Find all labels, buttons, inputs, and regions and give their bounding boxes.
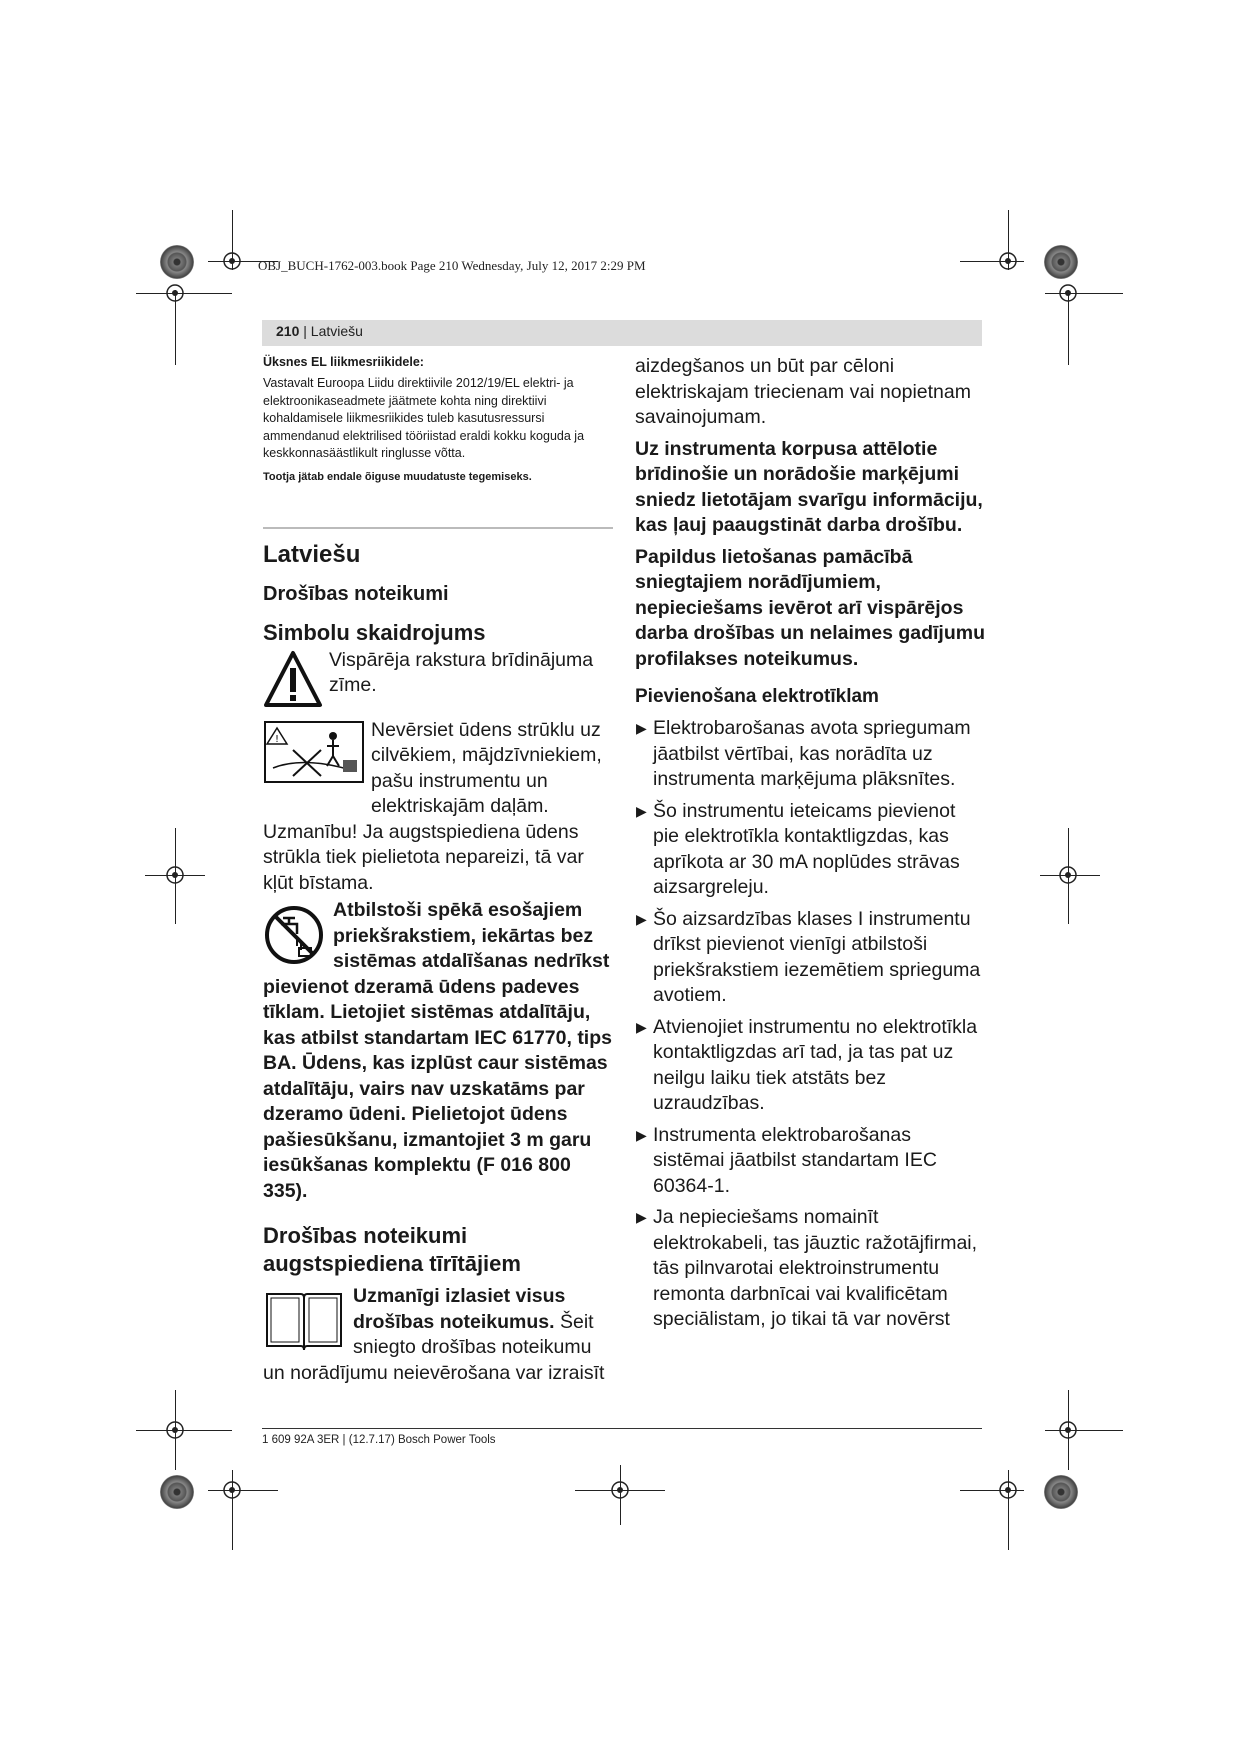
read-instructions-row <box>263 1284 613 1386</box>
section-divider <box>263 527 613 529</box>
caution-text: Uzmanību! Ja augstspiediena ūdens strūkla tiek pielietota nepareizi, tā var kļūt bīstama. <box>263 820 584 894</box>
registration-rosette-top-left <box>160 245 194 279</box>
page-number: 210 <box>276 323 300 339</box>
symbol-no-drinking-water-row <box>263 898 613 1204</box>
estonian-note: Tootja jätab endale õiguse muudatuste tegemiseks. <box>263 470 532 483</box>
symbol-warning-text: Vispārēja rakstura brīdinājuma zīme. <box>329 648 594 696</box>
right-column <box>635 354 985 1339</box>
registration-rosette-bottom-right <box>1044 1475 1078 1509</box>
triangle-bullet-icon: ▶ <box>636 1018 647 1035</box>
list-item: ▶ Šo instrumentu ieteicams pievienot pie elektrotīkla kontaktligzdas, kas aprīkota ar 30 mA noplūdes strāvas aizsargreleju. <box>636 799 960 898</box>
list-item: ▶ Atvienojiet instrumentu no elektrotīkla kontaktligzdas arī tad, ja tas pat uz neilgu laiku tiek atstāts bez uzraudzības. <box>636 1015 978 1114</box>
symbol-water-jet-row <box>263 718 613 820</box>
list-item: ▶ Šo aizsardzības klases I instrumentu drīkst pievienot vienīgi atbilstoši priekšrakstiem iezemētiem sprieguma avotiem. <box>636 907 981 1006</box>
language-title: Latviešu <box>263 540 361 568</box>
read-instructions-rest: Šeit sniegto drošības noteikumu un norādījumu neievērošana var izraisīt <box>263 1310 605 1384</box>
page-header-bar <box>262 320 982 346</box>
left-column <box>263 355 613 1386</box>
symbol-warning-row <box>263 648 613 708</box>
book-icon <box>263 1288 345 1352</box>
symbol-water-jet-text: Nevērsiet ūdens strūklu uz cilvēkiem, mājdzīvniekiem, pašu instrumentu un elektriskajām daļām. <box>371 718 602 817</box>
mains-bullet-list <box>635 716 985 1333</box>
triangle-bullet-icon: ▶ <box>636 1209 647 1225</box>
triangle-bullet-icon: ▶ <box>636 802 647 819</box>
markings-bold-text: Uz instrumenta korpusa attēlotie brīdinošie un norādošie marķējumi sniedz lietotājam svarīgu informāciju, kas ļauj paaugstināt darba drošību. <box>635 437 983 536</box>
registration-rosette-top-right <box>1044 245 1078 279</box>
header-separator: | <box>299 323 311 339</box>
triangle-bullet-icon: ▶ <box>636 1126 647 1143</box>
header-section: Latviešu <box>310 323 363 339</box>
triangle-bullet-icon: ▶ <box>636 720 647 736</box>
svg-text:!: ! <box>274 733 280 745</box>
print-slug: OBJ_BUCH-1762-003.book Page 210 Wednesday, July 12, 2017 2:29 PM <box>258 258 646 273</box>
safety-title: Drošības noteikumi <box>263 582 449 605</box>
estonian-text: Vastavalt Euroopa Liidu direktiivile 2012/19/EL elektri- ja elektroonikaseadmete jäätmete kohta ning direktiivi kohaldamisele liikmesriikides tuleb kasutusressursi ammendanud elektrilised tööriistad eraldi kokku koguda ja keskkonnasäästlikult ringlusse võtta. <box>263 376 585 460</box>
read-instructions-bold: Uzmanīgi izlasiet visus drošības noteikumus. <box>353 1285 566 1333</box>
list-item: ▶ Instrumenta elektrobarošanas sistēmai jāatbilst standartam IEC 60364-1. <box>636 1123 937 1197</box>
symbol-no-drinking-water-text: Atbilstoši spēkā esošajiem priekšrakstiem, iekārtas bez sistēmas atdalīšanas nedrīkst pievienot dzeramā ūdens padeves tīklam. Lietojiet sistēmas atdalītāju, kas atbilst standartam IEC 61770, tips BA. Ūdens, kas izplūst caur sistēmas atdalītāju, vairs nav uzskatāms par dzeramo ūdeni. Pielietojot ūdens pašiesūkšanu, izmantojiet 3 m garu iesūkšanas komplektu (F 016 800 335). <box>263 899 612 1202</box>
regulations-bold-text: Papildus lietošanas pamācībā sniegtajiem norādījumiem, nepieciešams ievērot arī vispārējos darba drošības un nelaimes gadījumu profilakses noteikumus. <box>635 545 986 670</box>
mains-connection-title: Pievienošana elektrotīklam <box>635 686 879 707</box>
triangle-bullet-icon: ▶ <box>636 910 647 927</box>
list-item: ▶ Ja nepieciešams nomainīt elektrokabeli, tas jāuztic ražotājfirmai, tās pilnvarotai elektroinstrumentu remonta darbnīcai vai kvalificētam speciālistam, jo tikai tā var novērst <box>636 1206 978 1330</box>
estonian-heading: Üksnes EL liikmesriikidele: <box>263 355 424 369</box>
water-jet-prohibition-icon <box>263 720 365 784</box>
registration-rosette-bottom-left <box>160 1475 194 1509</box>
footer-rule <box>262 1428 982 1429</box>
list-item: ▶ Elektrobarošanas avota spriegumam jāatbilst vērtībai, kas norādīta uz instrumenta marķējuma plāksnītes. <box>636 717 971 790</box>
continuation-text: aizdegšanos un būt par cēloni elektriskajam triecienam vai nopietnam savainojumam. <box>635 355 971 428</box>
warning-triangle-icon <box>263 650 323 708</box>
hp-cleaner-safety-title: Drošības noteikumi augstspiediena tīrītājiem <box>263 1223 521 1276</box>
no-drinking-water-icon <box>263 904 325 966</box>
page-footer: 1 609 92A 3ER | (12.7.17) Bosch Power Tools <box>262 1434 496 1446</box>
symbols-title: Simbolu skaidrojums <box>263 619 486 645</box>
page-header <box>276 323 363 339</box>
